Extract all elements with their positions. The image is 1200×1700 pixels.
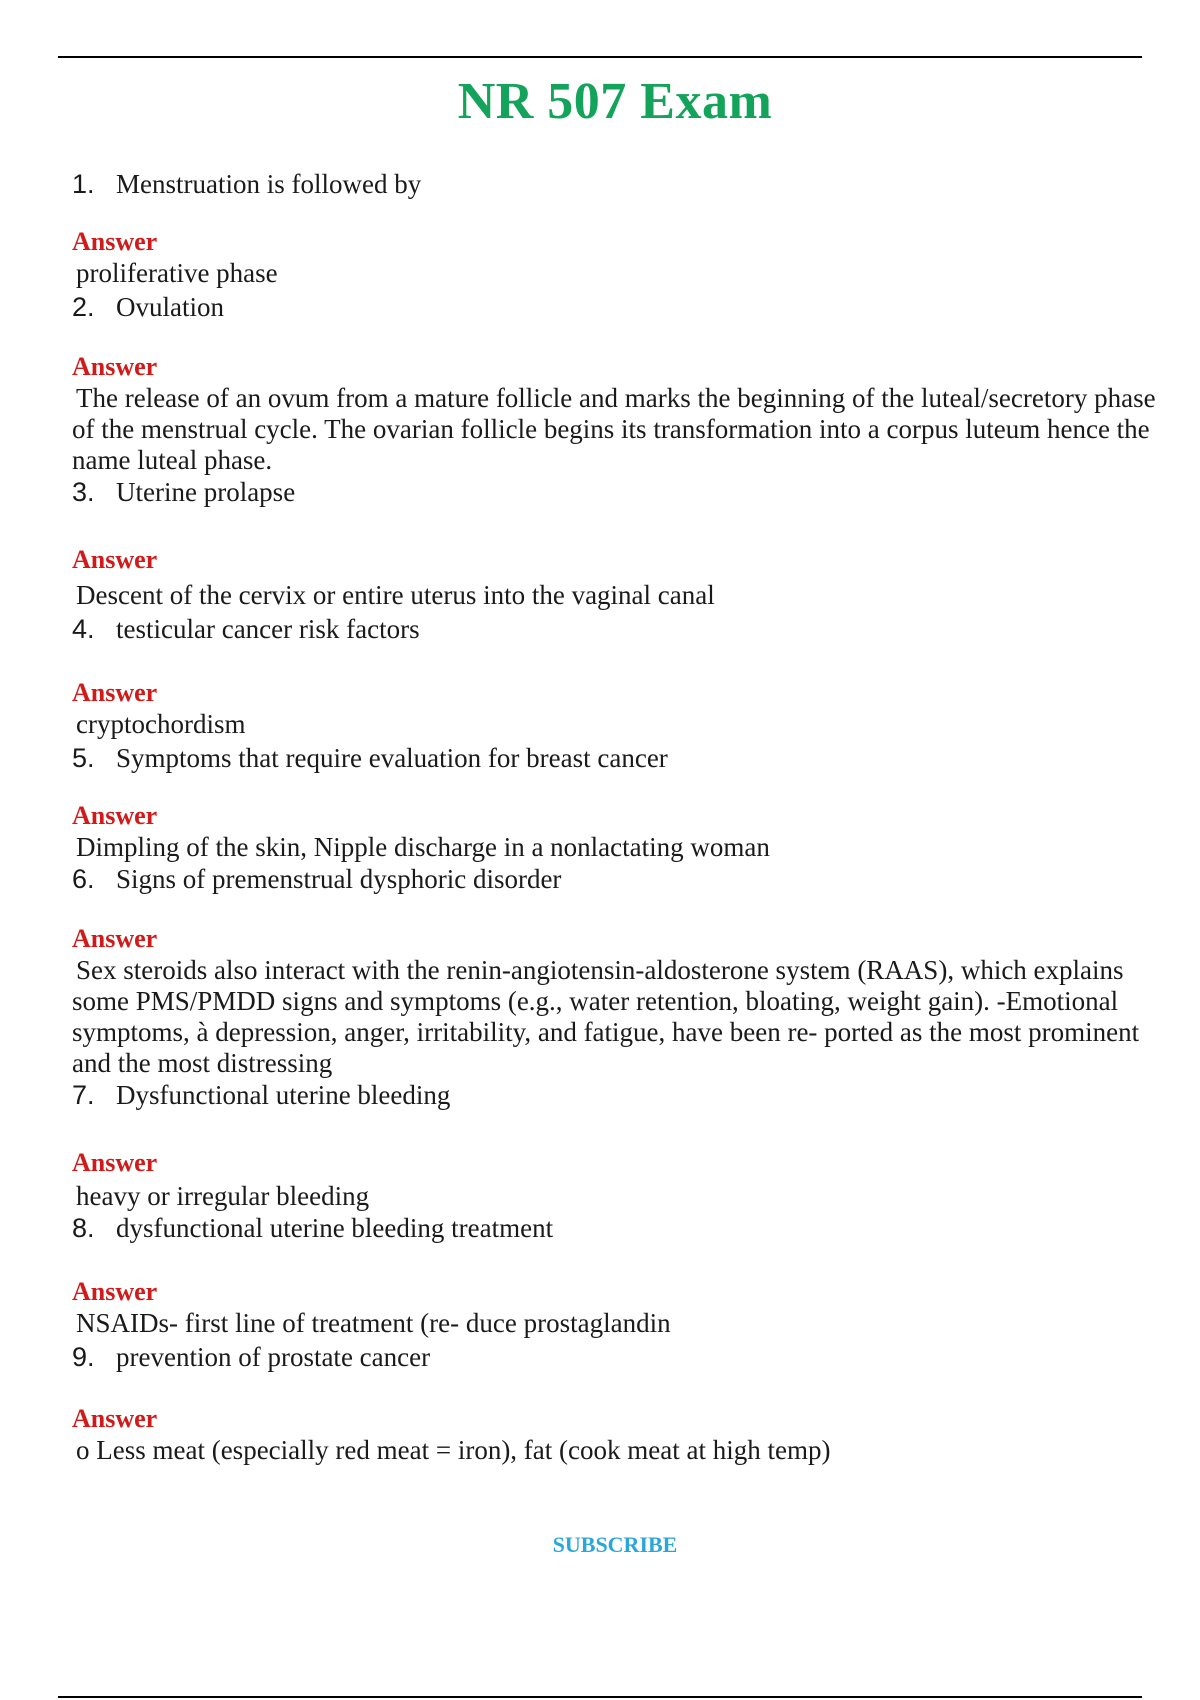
question-text: Symptoms that require evaluation for breast cancer	[116, 743, 668, 773]
question	[72, 742, 1162, 774]
answer-text: cryptochordism	[76, 709, 246, 739]
question-number: 6.	[72, 864, 95, 894]
question-number: 4.	[72, 614, 95, 644]
qa-item-4	[72, 613, 1162, 740]
question	[72, 291, 1162, 323]
subscribe-link[interactable]: SUBSCRIBE	[552, 1532, 678, 1557]
question-text: Menstruation is followed by	[116, 169, 422, 199]
question	[72, 168, 1162, 200]
answer-label: Answer	[72, 352, 158, 381]
question-number: 9.	[72, 1342, 95, 1372]
question-text: Ovulation	[116, 292, 224, 322]
page-title: NR 507 Exam	[457, 73, 773, 130]
qa-list	[72, 168, 1162, 1466]
question-number: 1.	[72, 169, 95, 199]
answer-text: Sex steroids also interact with the renin-angiotensin-aldosterone system (RAAS), which explains some PMS/PMDD signs and symptoms (e.g., water retention, bloating, weight gain). -Emotional symptoms, à depression, anger, irritability, and fatigue, have been re- ported as the most prominent and the most distressing	[72, 955, 1140, 1078]
question	[72, 1079, 1162, 1111]
answer-text: The release of an ovum from a mature follicle and marks the beginning of the luteal/secretory phase of the menstrual cycle. The ovarian follicle begins its transformation into a corpus luteum hence the name luteal phase.	[72, 383, 1156, 475]
answer-label: Answer	[72, 227, 158, 256]
question-number: 5.	[72, 743, 95, 773]
top-rule	[58, 56, 1142, 58]
question-text: Uterine prolapse	[116, 477, 296, 507]
answer-text: heavy or irregular bleeding	[76, 1181, 370, 1211]
question-text: Signs of premenstrual dysphoric disorder	[116, 864, 562, 894]
question-number: 7.	[72, 1080, 95, 1110]
question	[72, 1341, 1162, 1373]
answer-text: proliferative phase	[76, 258, 278, 288]
answer-text: Descent of the cervix or entire uterus into the vaginal canal	[76, 580, 715, 610]
qa-item-2	[72, 291, 1162, 476]
answer-text: o Less meat (especially red meat = iron), fat (cook meat at high temp)	[76, 1435, 831, 1465]
answer-label: Answer	[72, 801, 158, 830]
qa-item-5	[72, 742, 1162, 863]
question-number: 3.	[72, 477, 95, 507]
question-number: 8.	[72, 1213, 95, 1243]
question-text: Dysfunctional uterine bleeding	[116, 1080, 451, 1110]
qa-item-3	[72, 476, 1162, 611]
qa-item-6	[72, 863, 1162, 1079]
qa-item-1	[72, 168, 1162, 289]
answer-label: Answer	[72, 678, 158, 707]
question	[72, 1212, 1162, 1244]
question-number: 2.	[72, 292, 95, 322]
question	[72, 476, 1162, 508]
answer-label: Answer	[72, 924, 158, 953]
answer-label: Answer	[72, 1148, 158, 1177]
qa-item-7	[72, 1079, 1162, 1212]
answer-label: Answer	[72, 1404, 158, 1433]
bottom-rule	[58, 1696, 1142, 1698]
answer-label: Answer	[72, 545, 158, 574]
qa-item-8	[72, 1212, 1162, 1339]
question	[72, 613, 1162, 645]
answer-text: NSAIDs- first line of treatment (re- duce prostaglandin	[76, 1308, 671, 1338]
answer-label: Answer	[72, 1277, 158, 1306]
question-text: prevention of prostate cancer	[116, 1342, 431, 1372]
question-text: testicular cancer risk factors	[116, 614, 420, 644]
question-text: dysfunctional uterine bleeding treatment	[116, 1213, 554, 1243]
question	[72, 863, 1162, 895]
answer-text: Dimpling of the skin, Nipple discharge in a nonlactating woman	[76, 832, 770, 862]
qa-item-9	[72, 1341, 1162, 1466]
